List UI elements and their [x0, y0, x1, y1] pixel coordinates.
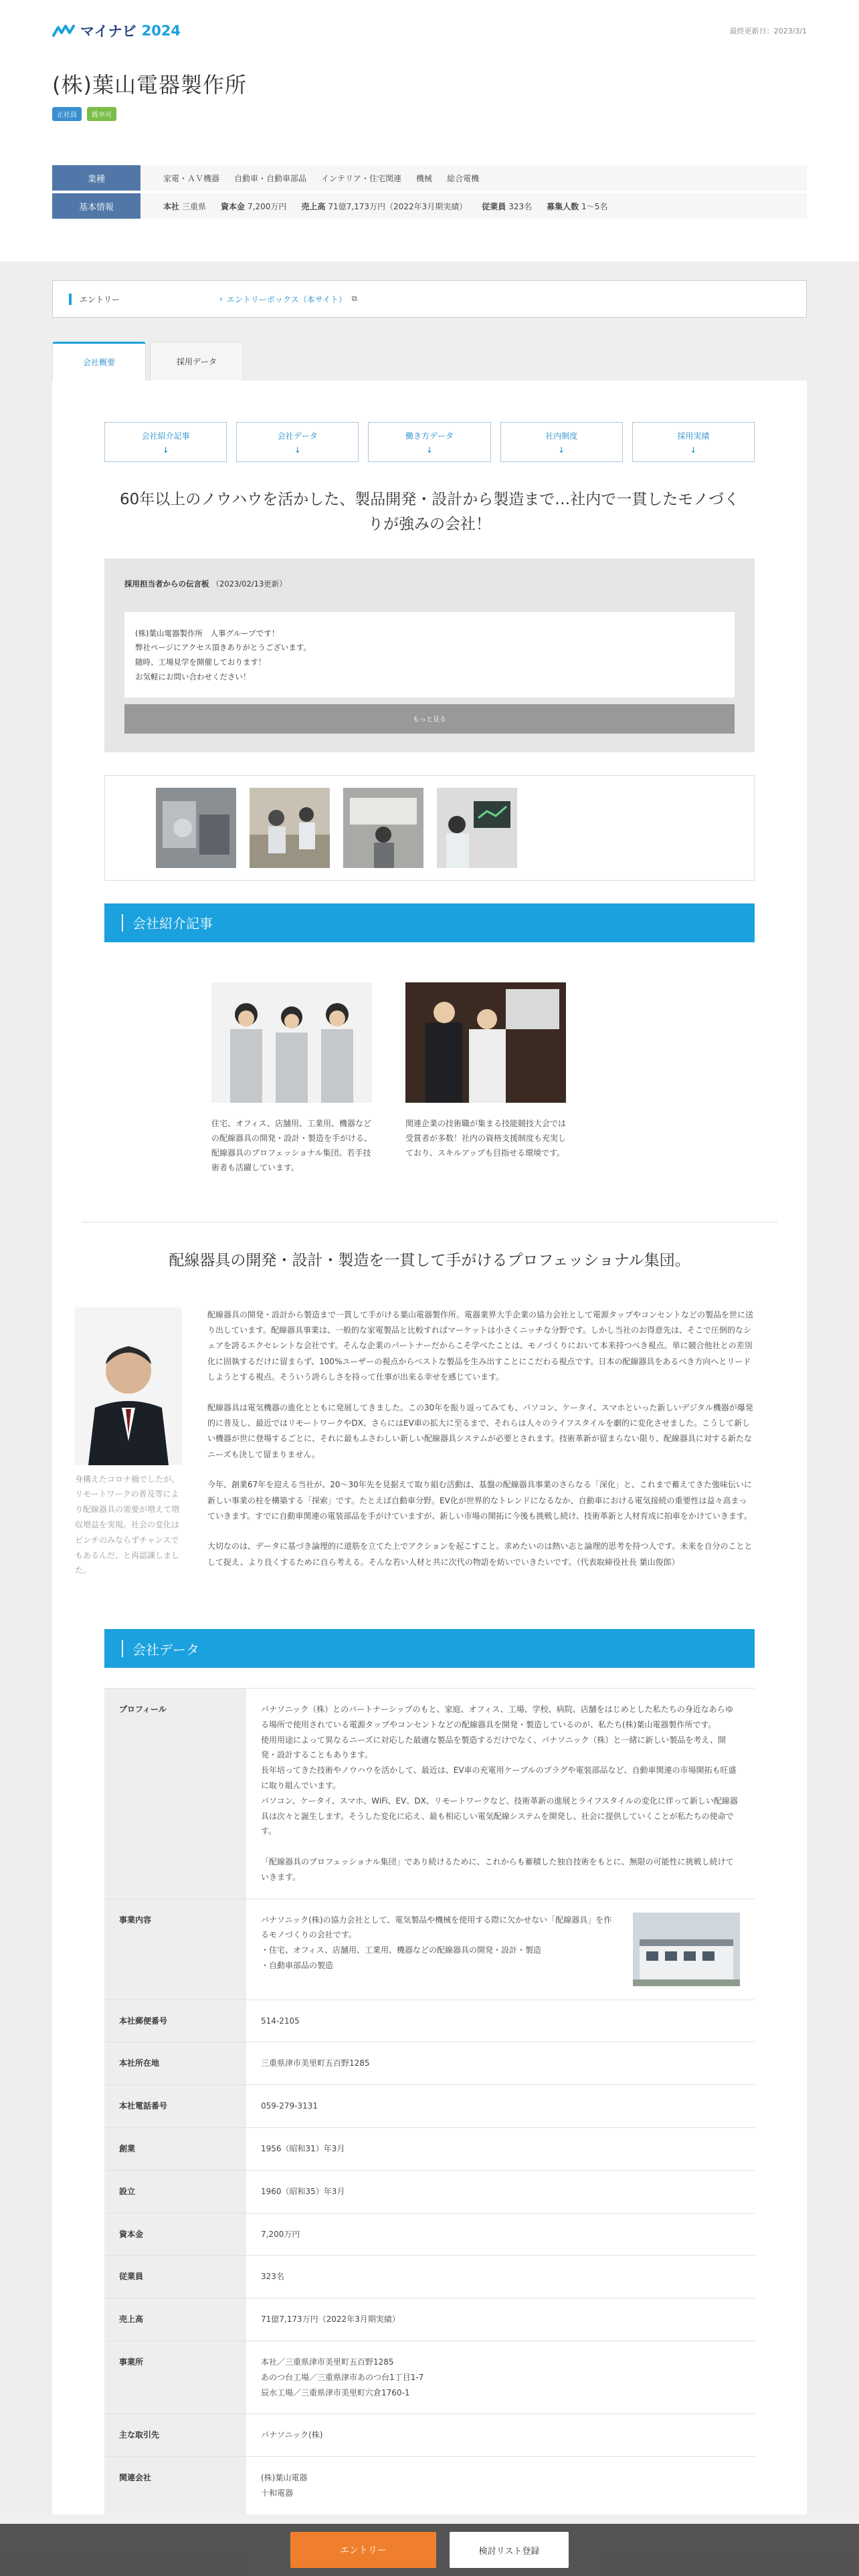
industry-item: インテリア・住宅関連: [321, 173, 402, 183]
logo-year: 2024: [141, 23, 181, 39]
table-row: プロフィール パナソニック（株）とのパートナーシップのもと、家庭、オフィス、工場、学校、病院、店舗をはじめとした私たちの身近なあらゆる場所で使用されている電源タップやコンセントなどの配線器具を開発・製造しているのが、私たち(株)葉山電器製作所です。 使用用途によって異なるニーズに対応した最適な製品を製造するだけでなく、パナソニック（株）と一緒に新しい製品を考え、開発・設計することもあります。 長年培ってきた技術やノウハウを活かして、最近は、EV車の充電用ケーブルのプラグや電装部品など、自動車関連の市場開拓も旺盛に取り組んでいます。 パソコン、ケータイ、スマホ、WiFi、EV、DX、リモートワークなど、技術革新の進展とライフスタイルの変化に伴って新しい配線器具は次々と誕生します。そうした変化に応え、最も相応しい電気配線システムを開発し、社会に提供していくことが私たちの使命です。 「配線器具のプロフェッショナル集団」であり続けるために、これからも蓄積した独自技術をもとに、無限の可能性に挑戦し続けていきます。: [104, 1689, 755, 1899]
mynavi-logo[interactable]: [52, 21, 181, 41]
article-photo-young-engineers: [211, 982, 372, 1103]
main-panel: [52, 381, 807, 2514]
industry-item: 家電・ＡＶ機器: [163, 173, 220, 183]
nav-hiring-record[interactable]: 採用実績 ↓: [632, 422, 755, 462]
message-body: (株)葉山電器製作所 人事グループです！ 弊社ページにアクセス頂きありがとうございます。 随時、工場見学を開催しております！ お気軽にお問い合わせください！: [124, 612, 735, 697]
basic-item: 従業員 323名: [482, 201, 533, 211]
article-card[interactable]: [211, 982, 372, 1222]
arrow-down-icon: ↓: [558, 445, 565, 455]
section-heading-company-data: 会社データ: [104, 1629, 755, 1668]
entry-box-link[interactable]: エントリーボックス（本サイト）: [226, 294, 347, 304]
ceo-photo: [75, 1307, 182, 1465]
nav-company-data[interactable]: 会社データ ↓: [236, 422, 359, 462]
site-header: [0, 0, 859, 62]
industry-item: 自動車・自動車部品: [234, 173, 307, 183]
tab-company-overview[interactable]: 会社概要: [52, 342, 146, 381]
table-row: 創業 1956（昭和31）年3月: [104, 2128, 755, 2171]
gallery-photo-lab[interactable]: [343, 788, 423, 868]
basic-item: 本社 三重県: [163, 201, 207, 211]
table-row: 関連会社 (株)葉山電器 十和電器: [104, 2457, 755, 2514]
entry-bar: [52, 280, 807, 318]
ceo-message: 配線器具の開発・設計から製造まで一貫して手がける葉山電器製作所。電器業界大手企業の協力会社として電源タップやコンセントなどの製品を世に送り出しています。配線器具事業は、一般的な家電製品と比較すればマーケットは小さくニッチな分野です。しかし当社のお得意先は、そこで圧倒的なシェアを誇るエクセレントな会社です。そんな企業のパートナーだからこそ学べたことは、モノづくりにおいて本来持つべき視点。単に競合他社との差別化に固執するだけに留まらず、100%ユーザーの視点からベストな製品を生み出すことにこだわる視点です。日本の配線器具をあるべき方向へとリードしようとする視点。そういう誇らしさを持って仕事が出来る幸せを感じています。 配線器具は電気機器の進化とともに発展してきました。この30年を振り返ってみても、パソコン、ケータイ、スマホといった新しいデジタル機器が爆発的に普及し、最近ではリモートワークやDX、さらにはEV車の拡大に至るまで、それらは人々のライフスタイルを劇的に変化させました。こうして新しい機器が世に登場するごとに、それに最もふさわしい新しい配線器具システムが必要とされます。技術革新が留まらない限り、配線器具に対する新たなニーズも決して留まりません。 今年、創業67年を迎える当社が、20～30年先を見据えて取り組む活動は、基盤の配線器具事業のさらなる「深化」と、これまで蓄えてきた強味伝いに新しい事業の柱を構築する「探索」です。たとえば自動車分野。EV化が世界的なトレンドになるなか、自動車における電気接続の重要性は益々高まっていきます。すでに自動車関連の電装部品を手がけていますが、新しい市場の開拓に今後も挑戦し続け、技術革新と人材育成に拍車をかけていきます。 大切なのは、データに基づき論理的に道筋を立てた上でアクションを起こすこと。求めたいのは熱い志と論理的思考を持つ人です。未来を自分のこととして捉え、より良くするために自ら考える。そんな若い人材と共に次代の物語を紡いでいきたいです。（代表取締役社長 葉山俊郎）: [207, 1309, 754, 1567]
basic-item: 募集人数 1～5名: [547, 201, 608, 211]
gallery-photo-office[interactable]: [437, 788, 517, 868]
tab-recruit-data[interactable]: 採用データ: [150, 342, 244, 381]
nav-internal-system[interactable]: 社内制度 ↓: [500, 422, 623, 462]
message-date: （2023/02/13更新）: [211, 578, 287, 588]
nav-work-style[interactable]: 働き方データ ↓: [368, 422, 490, 462]
table-row: 本社郵便番号 514-2105: [104, 2000, 755, 2042]
basic-info-row: [52, 193, 807, 219]
message-board: [104, 558, 755, 752]
message-title: 採用担当者からの伝言板: [124, 578, 209, 588]
industry-item: 機械: [416, 173, 433, 183]
table-row: 事業内容 パナソニック(株)の協力会社として、電気製品や機械を使用する際に欠かせない「配線器具」を作るモノづくりの会社です。 ・住宅、オフィス、店舗用、工業用、機器などの配線器具の開発・設計・製造 ・自動車部品の製造: [104, 1899, 755, 2000]
arrow-down-icon: ↓: [162, 445, 169, 455]
basic-info-label: 基本情報: [52, 193, 140, 219]
article-text: 関連企業の技術職が集まる技能競技大会では受賞者が多数！社内の資格支援制度も充実しており、スキルアップも目指せる環境です。: [405, 1118, 567, 1158]
company-data-table: [104, 1688, 755, 2514]
table-row: 本社電話番号 059-279-3131: [104, 2085, 755, 2128]
basic-item: 売上高 71億7,173万円（2022年3月期実績）: [301, 201, 468, 211]
arrow-down-icon: ↓: [425, 445, 434, 455]
chevron-right-icon: ›: [219, 294, 223, 304]
entry-button[interactable]: エントリー: [290, 2532, 436, 2568]
mynavi-logo-icon: [52, 23, 75, 38]
table-row: 設立 1960（昭和35）年3月: [104, 2170, 755, 2213]
industry-label: 業種: [52, 165, 140, 191]
external-link-icon: ⧉: [351, 294, 357, 303]
article-text: 住宅、オフィス、店舗用、工業用、機器などの配線器具の開発・設計・製造を手がける、配線器具のプロフェッショナル集団。若手技術者も活躍しています。: [211, 1118, 373, 1173]
company-name: (株)葉山電器製作所: [52, 72, 247, 98]
arrow-down-icon: ↓: [294, 445, 301, 455]
add-to-list-button[interactable]: 検討リスト登録: [450, 2532, 569, 2568]
table-row: 資本金 7,200万円: [104, 2213, 755, 2256]
page-nav: [104, 422, 755, 462]
arrow-down-icon: ↓: [690, 445, 697, 455]
photo-gallery: [104, 775, 755, 881]
factory-building-photo: [633, 1913, 740, 1986]
table-row: 事業所 本社／三重県津市美里町五百野1285 あのつ台工場／三重県津市あのつ台1丁目1-7 辰水工場／三重県津市美里町穴倉1760-1: [104, 2341, 755, 2414]
table-row: 主な取引先 パナソニック(株): [104, 2414, 755, 2457]
article-photo-contest: [405, 982, 566, 1103]
nav-articles[interactable]: 会社紹介記事 ↓: [104, 422, 227, 462]
article-card[interactable]: [405, 982, 566, 1222]
section-heading-articles: 会社紹介記事: [104, 903, 755, 942]
industry-row: [52, 165, 807, 191]
table-row: 本社所在地 三重県津市美里町五百野1285: [104, 2042, 755, 2085]
industry-item: 総合電機: [447, 173, 480, 183]
entry-label: エントリー: [69, 294, 219, 305]
basic-item: 資本金 7,200万円: [221, 201, 287, 211]
gallery-photo-factory[interactable]: [156, 788, 236, 868]
gallery-photo-workers[interactable]: [250, 788, 330, 868]
feature-title: 配線器具の開発・設計・製造を一貫して手がけるプロフェッショナル集団。: [169, 1251, 690, 1269]
catch-copy: 60年以上のノウハウを活かした、製品開発・設計から製造まで…社内で一貫したモノづくりが強みの会社！: [119, 491, 740, 533]
sticky-action-bar: [0, 2524, 859, 2576]
table-row: 従業員 323名: [104, 2256, 755, 2298]
more-button[interactable]: もっと見る: [124, 704, 735, 734]
badge-graduate: 既卒可: [87, 107, 116, 121]
last-updated: 最終更新日：2023/3/1: [729, 27, 807, 35]
table-row: 売上高 71億7,173万円（2022年3月期実績）: [104, 2298, 755, 2341]
badge-fulltime: 正社員: [52, 107, 82, 121]
ceo-caption: 身構えたコロナ禍でしたが、リモートワークの普及等により配線器具の需要が増えて増収増益を実現。社会の変化はピンチのみならずチャンスでもあるんだ、と再認識しました。: [75, 1474, 180, 1576]
logo-text: マイナビ: [80, 23, 136, 39]
